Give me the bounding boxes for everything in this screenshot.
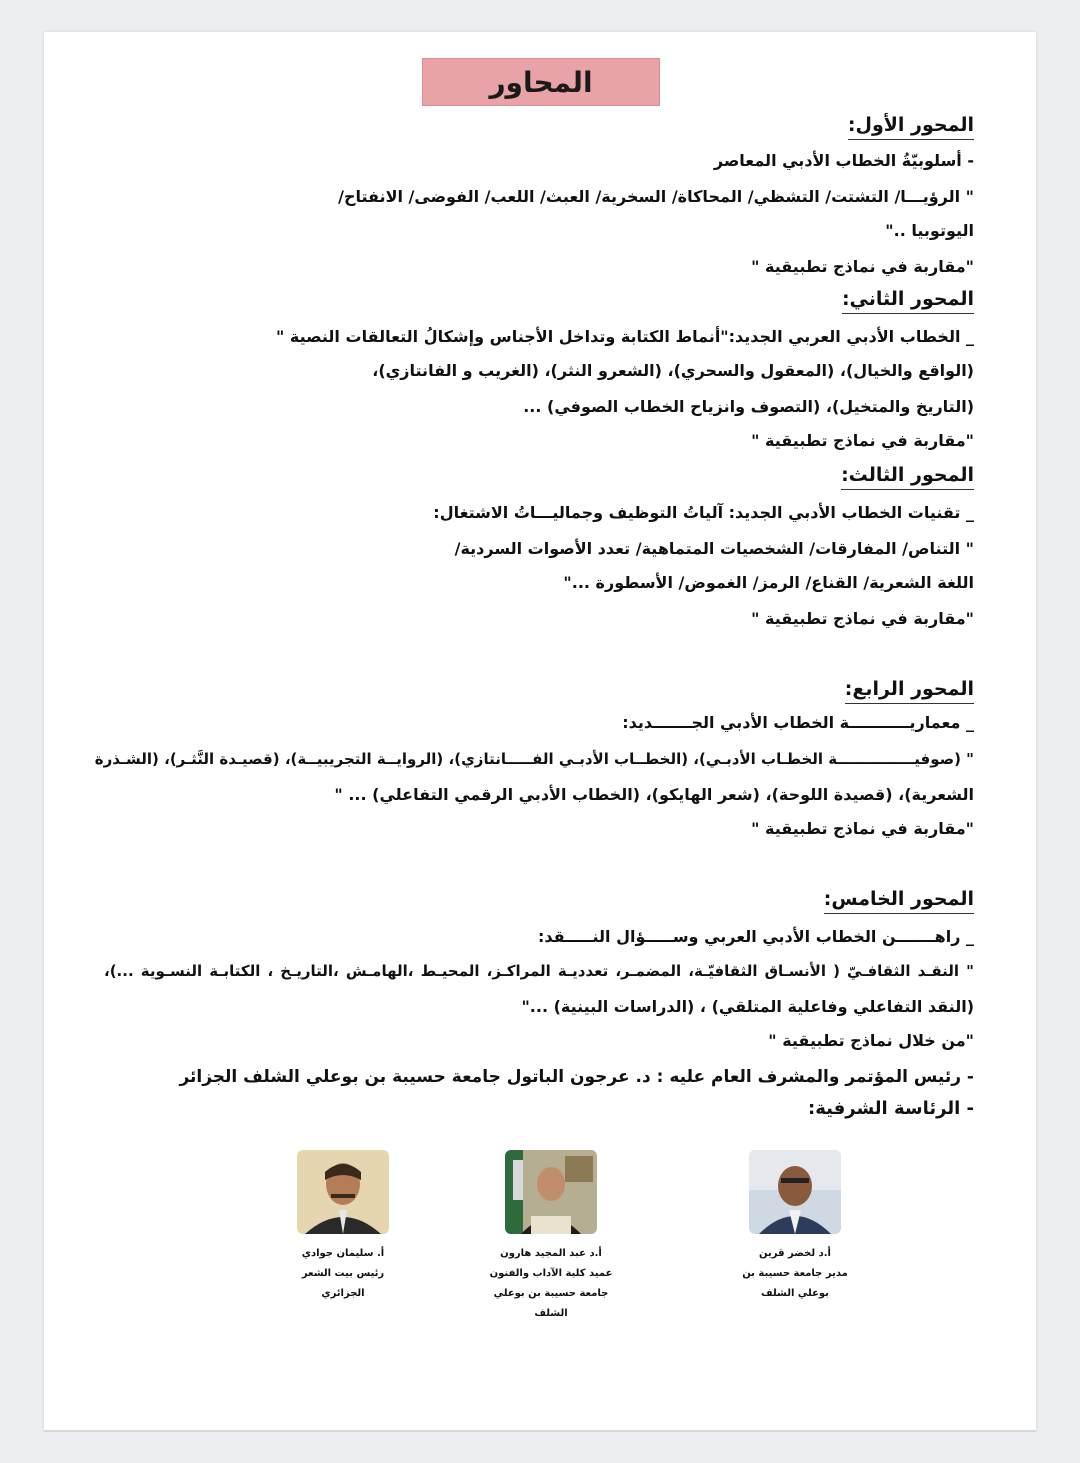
honorary-2-role-3: الشلف [534,1308,568,1319]
honorary-2-role-1: عميد كلية الآداب والفنون [489,1268,613,1279]
honorary-3-name: أ. سليمان جوادي [301,1248,385,1259]
axis-5-line-4: "من خلال نماذج تطبيقية " [768,1031,974,1050]
axis-2-line-2: (الواقع والخيال)، (المعقول والسحري)، (الشعرو النثر)، (الغريب و الفانتازي)، [372,361,974,380]
axis-4-heading: المحور الرابع: [845,676,974,704]
axis-1-line-2: " الرؤيـــا/ التشتت/ التشظي/ المحاكاة/ السخرية/ العبث/ اللعب/ الفوضى/ الانفتاح/ [338,187,974,206]
honorary-1-role-1: مدير جامعة حسيبة بن [742,1268,848,1279]
page-title: المحاور [422,58,660,106]
portrait-photo-icon [749,1150,841,1234]
axis-1-heading: المحور الأول: [848,112,974,140]
axis-5-line-3: (النقد التفاعلي وفاعلية المتلقي) ، (الدراسات البينية) ..." [521,997,974,1016]
honorary-person-1 [710,1150,880,1304]
honorary-1-name: أ.د لخضر قرين [759,1248,831,1259]
axis-3-line-3: اللغة الشعرية/ القناع/ الرمز/ الغموض/ الأسطورة ..." [563,573,974,592]
axis-2-heading: المحور الثاني: [842,286,974,314]
axis-3-line-4: "مقاربة في نماذج تطبيقية " [751,609,974,628]
axis-3-line-1: _ تقنيات الخطاب الأدبي الجديد: آلياتُ التوظيف وجماليـــاتُ الاشتغال: [433,503,974,522]
axis-4-line-4: "مقاربة في نماذج تطبيقية " [751,819,974,838]
axis-5-line-1: _ راهـــــــن الخطاب الأدبي العربي وســـــؤال النـــــقد: [537,927,974,946]
honorary-2-name: أ.د عبد المجيد هارون [500,1248,602,1259]
axis-5-line-2: " النقـد الثقافـيّ ( الأنسـاق الثقافيّـة، المضمـر، تعدديـة المراكـز، المحيـط ،الهامـش ،التاريـخ ، الكتابـة النسـوية ...)، [104,962,974,980]
honorary-2-role-2: جامعة حسيبة بن بوعلي [493,1288,609,1299]
portrait-2-image [505,1150,597,1234]
axis-2-line-3: (التاريخ والمتخيل)، (التصوف وانزياح الخطاب الصوفي) ... [523,397,974,416]
honorary-3-role-1: رئيس بيت الشعر [301,1268,385,1279]
axis-1-line-1: - أسلوبيّةُ الخطاب الأدبي المعاصر [713,151,974,170]
chairman-line: - رئيس المؤتمر والمشرف العام عليه : د. عرجون الباتول جامعة حسيبة بن بوعلي الشلف الجزائر [179,1067,974,1087]
portrait-1-image [749,1150,841,1234]
axis-2-line-4: "مقاربة في نماذج تطبيقية " [751,431,974,450]
honorary-person-3 [258,1150,428,1304]
page-bottom-divider [44,1430,1036,1432]
axis-5-heading: المحور الخامس: [824,886,974,914]
axis-1-line-4: "مقاربة في نماذج تطبيقية " [751,257,974,276]
axis-2-line-1: _ الخطاب الأدبي العربي الجديد:"أنماط الكتابة وتداخل الأجناس وإشكالُ التعالقات النصية " [275,327,974,346]
axis-1-line-3: اليوتوبيا .." [885,221,974,240]
honorary-1-role-2: بوعلي الشلف [761,1288,829,1299]
axis-4-line-1: _ معماريـــــــــــة الخطاب الأدبي الجـــــــديد: [622,713,974,732]
portrait-photo-icon [505,1150,597,1234]
honorary-person-2 [466,1150,636,1324]
axis-3-line-2: " التناص/ المفارقات/ الشخصيات المتماهية/ تعدد الأصوات السردية/ [454,539,974,558]
honorary-3-role-2: الجزائري [321,1288,365,1299]
axis-4-line-3: الشعرية)، (قصيدة اللوحة)، (شعر الهايكو)، (الخطاب الأدبي الرقمي التفاعلي) ... " [334,785,974,804]
portrait-3-image [297,1150,389,1234]
portrait-photo-icon [297,1150,389,1234]
document-page [44,32,1036,1430]
axis-4-line-2: " (صوفيـــــــــــــــة الخطـاب الأدبـي)، (الخطــاب الأدبـي الفـــــانتازي)، (الروايــة التجريبيــة)، (قصيـدة النَّثـر)، (الشـذرة [94,750,974,768]
honorary-heading: - الرئاسة الشرفية: [808,1098,974,1119]
axis-3-heading: المحور الثالث: [841,462,974,490]
